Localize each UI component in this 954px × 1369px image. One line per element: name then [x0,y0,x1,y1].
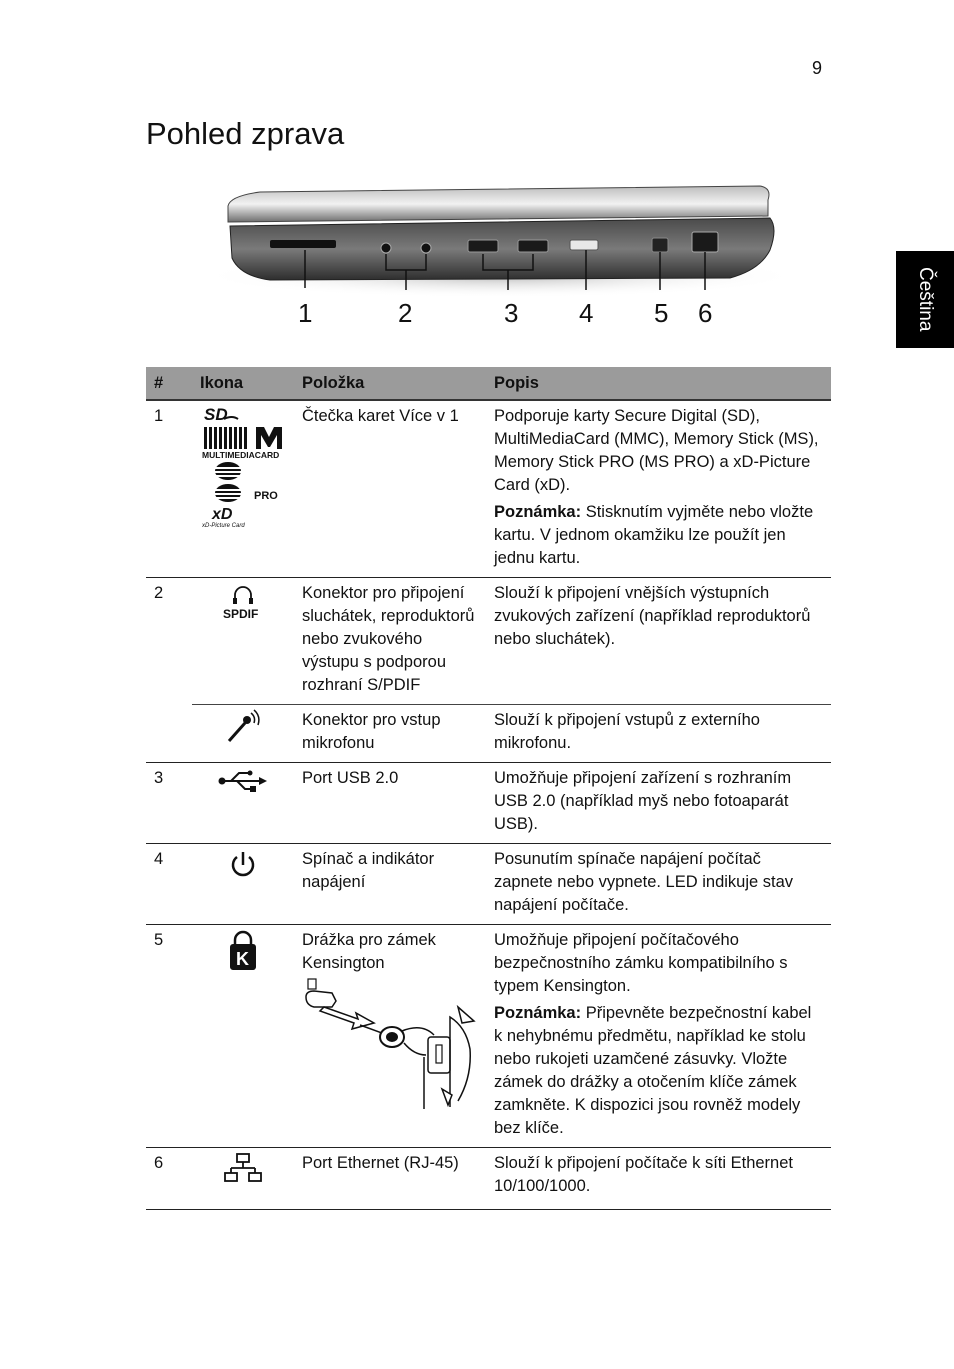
callout-6: 6 [698,298,713,328]
header-item: Položka [294,367,486,400]
multimediacard-logo-icon [202,425,286,459]
card-reader-slot [270,240,336,248]
kensington-lock-icon [225,929,261,973]
row-num: 3 [146,763,192,844]
callout-3: 3 [504,298,519,328]
table-row [146,844,831,925]
power-switch [570,240,598,250]
row-item: Konektor pro vstup mikrofonu [294,705,486,763]
table-row [146,763,831,844]
header-icon: Ikona [192,367,294,400]
svg-text:K: K [236,949,249,969]
row-desc: Umožňuje připojení zařízení s rozhraním USB 2.0 (například myš nebo fotoaparát USB). [486,763,831,844]
headphone-spdif-icon [218,582,268,622]
row-num: 4 [146,844,192,925]
page-title: Pohled zprava [146,116,345,151]
ethernet-icon [223,1152,263,1184]
row-item: Port Ethernet (RJ-45) [294,1148,486,1210]
power-icon [225,848,261,882]
svg-text:xD-Picture Card: xD-Picture Card [202,523,245,529]
kensington-lock-illustration [302,977,478,1109]
callout-2: 2 [398,298,413,328]
sd-logo-icon [202,405,242,423]
row-desc [486,400,831,578]
row-desc: Posunutím spínače napájení počítač zapnete nebo vypnete. LED indikuje stav napájení počítače. [486,844,831,925]
row-note [494,501,823,570]
row-num: 1 [146,400,192,578]
row-item-text: Drážka pro zámek Kensington [302,931,436,972]
note-text: Stisknutím vyjměte nebo vložte kartu. V jednom okamžiku lze použít jen jednu kartu. [494,503,814,567]
note-label: Poznámka: [494,1004,582,1022]
svg-text:PRO: PRO [254,490,278,502]
table-row [146,400,831,578]
ethernet-port [692,232,718,252]
table-row [146,705,831,763]
language-tab-label: Čeština [915,267,936,332]
row-desc: Slouží k připojení vstupů z externího mikrofonu. [486,705,831,763]
laptop-right-side-illustration [200,178,800,338]
svg-text:SD: SD [204,405,228,423]
kensington-slot [652,238,668,252]
table-row [146,1148,831,1210]
row-icon [192,763,294,844]
usb-port-b [518,240,548,252]
row-desc: Slouží k připojení počítače k síti Ethernet 10/100/1000. [486,1148,831,1210]
row-num: 5 [146,925,192,1148]
table-header-row [146,367,831,400]
row-icon [192,400,294,578]
row-desc-text: Umožňuje připojení počítačového bezpečnostního zámku kompatibilního s typem Kensington. [494,931,788,995]
row-icon [192,578,294,705]
row-icon [192,844,294,925]
usb-icon [217,767,269,795]
svg-text:SPDIF: SPDIF [223,607,259,621]
memory-stick-pro-logo-icon [208,483,282,503]
note-label: Poznámka: [494,503,582,521]
row-desc: Slouží k připojení vnějších výstupních zvukových zařízení (například reproduktorů nebo sluchátek). [486,578,831,705]
header-desc: Popis [486,367,831,400]
callout-4: 4 [579,298,594,328]
row-desc-text: Podporuje karty Secure Digital (SD), MultiMediaCard (MMC), Memory Stick (MS), Memory Stick PRO (MS PRO) a xD-Picture Card (xD). [494,407,819,494]
row-num: 2 [146,578,192,763]
row-item [294,925,486,1148]
svg-text:MULTIMEDIACARD: MULTIMEDIACARD [202,450,280,459]
table-row [146,578,831,705]
row-item: Port USB 2.0 [294,763,486,844]
memory-stick-logo-icon [208,461,248,481]
row-item: Konektor pro připojení sluchátek, reproduktorů nebo zvukového výstupu s podporou rozhraní S/PDIF [294,578,486,705]
callout-1: 1 [298,298,313,328]
row-icon [192,925,294,1148]
row-note [494,1002,823,1140]
header-num: # [146,367,192,400]
row-desc [486,925,831,1148]
laptop-lid [228,186,769,222]
xd-picture-card-logo-icon [202,505,262,529]
microphone-icon [223,709,263,745]
row-item: Spínač a indikátor napájení [294,844,486,925]
table-row [146,925,831,1148]
row-num: 6 [146,1148,192,1210]
language-tab [896,251,954,348]
usb-port-a [468,240,498,252]
ports-table [146,367,831,1210]
svg-text:xD: xD [212,506,233,523]
microphone-jack [421,243,431,253]
row-item: Čtečka karet Více v 1 [294,400,486,578]
page-number: 9 [812,58,823,78]
row-icon [192,705,294,763]
note-text: Připevněte bezpečnostní kabel k nehybnému předmětu, například ke stolu nebo rukojeti uzamčené zásuvky. Vložte zámek do drážky a otočením klíče zámek zamkněte. K dispozici jsou rovněž modely bez klíče. [494,1004,812,1137]
headphone-jack [381,243,391,253]
row-icon [192,1148,294,1210]
callout-5: 5 [654,298,669,328]
